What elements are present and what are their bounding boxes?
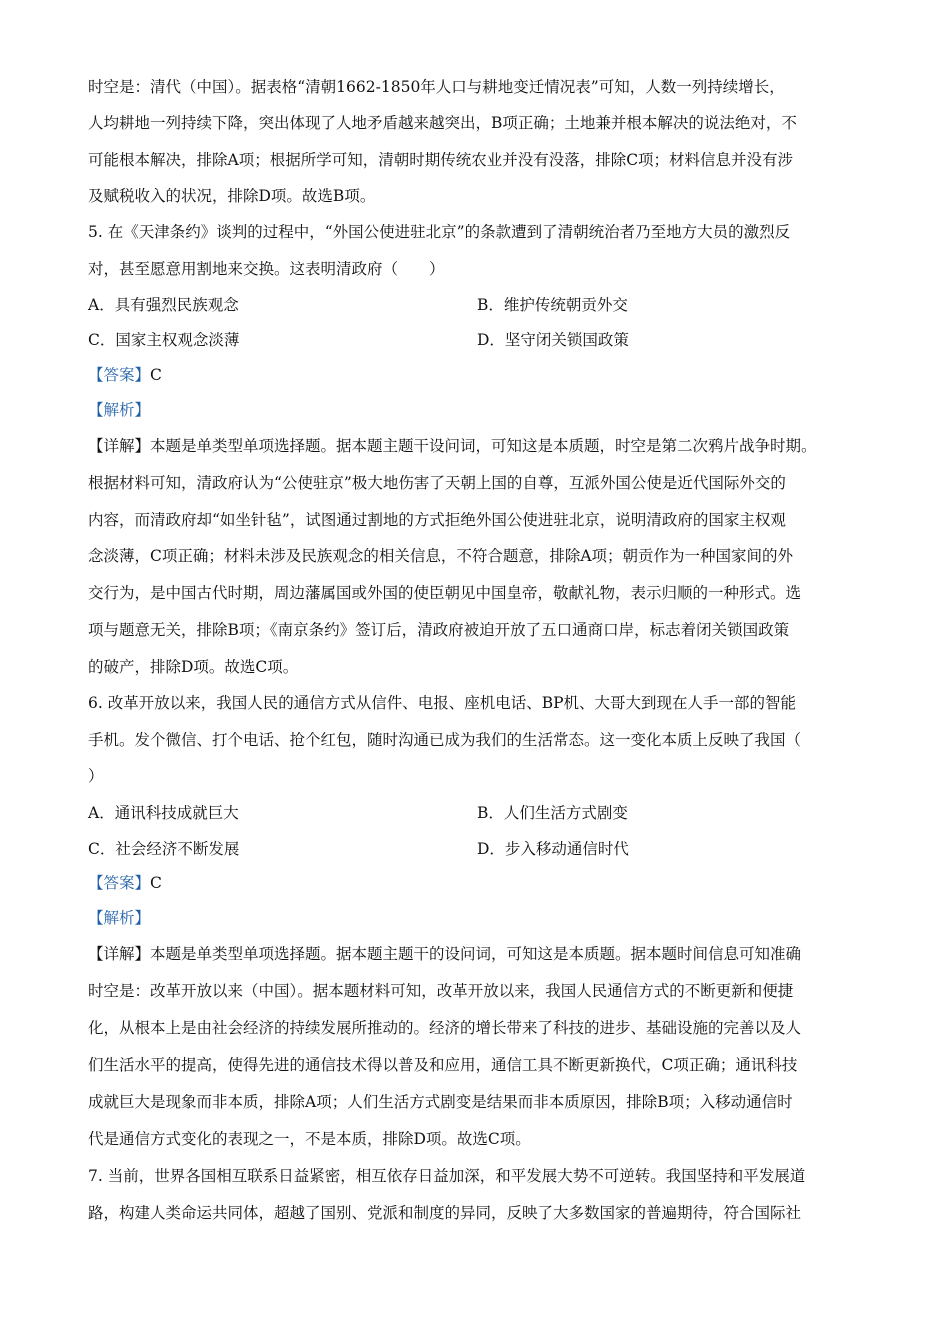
q5-option-a: A．具有强烈民族观念 bbox=[88, 296, 239, 314]
answer-label: 【答案】 bbox=[88, 874, 151, 892]
q5-detail-line: 念淡薄，C项正确；材料未涉及民族观念的相关信息，不符合题意，排除A项；朝贡作为一种国家间的外 bbox=[88, 547, 794, 565]
answer-value: C bbox=[150, 874, 162, 892]
detail-text: 本题是单类型单项选择题。据本题主题干设问词，可知这是本质题，时空是第二次鸦片战争时期。 bbox=[150, 437, 817, 455]
q6-analysis-label: 【解析】 bbox=[88, 909, 151, 927]
q5-answer bbox=[88, 365, 162, 385]
answer-label: 【答案】 bbox=[88, 366, 151, 384]
q6-option-a: A．通讯科技成就巨大 bbox=[88, 804, 239, 822]
q7-stem-line: 路，构建人类命运共同体，超越了国别、党派和制度的异同，反映了大多数国家的普遍期待，符合国际社 bbox=[88, 1204, 802, 1222]
q7-stem-line: 7. 当前，世界各国相互联系日益紧密，相互依存日益加深，和平发展大势不可逆转。我国坚持和平发展道 bbox=[88, 1167, 806, 1185]
q5-stem-line: 对，甚至愿意用割地来交换。这表明清政府（ ） bbox=[88, 260, 445, 278]
q5-detail-line: 内容，而清政府却“如坐针毡”，试图通过割地的方式拒绝外国公使进驻北京，说明清政府的国家主权观 bbox=[88, 511, 786, 529]
q6-detail-line: 成就巨大是现象而非本质，排除A项；人们生活方式剧变是结果而非本质原因，排除B项；入移动通信时 bbox=[88, 1093, 793, 1111]
q5-detail-line: 交行为，是中国古代时期，周边藩属国或外国的使臣朝见中国皇帝，敬献礼物，表示归顺的一种形式。选 bbox=[88, 584, 802, 602]
q6-detail-line: 们生活水平的提高，使得先进的通信技术得以普及和应用，通信工具不断更新换代，C项正确；通讯科技 bbox=[88, 1056, 798, 1074]
detail-label: 【详解】 bbox=[88, 945, 151, 963]
q4-explanation-line: 人均耕地一列持续下降，突出体现了人地矛盾越来越突出，B项正确；土地兼并根本解决的说法绝对，不 bbox=[88, 114, 797, 132]
detail-label: 【详解】 bbox=[88, 437, 151, 455]
q4-explanation-line: 时空是：清代（中国）。据表格“清朝1662-1850年人口与耕地变迁情况表”可知，人数一列持续增长， bbox=[88, 78, 785, 96]
q6-option-b: B．人们生活方式剧变 bbox=[477, 804, 628, 822]
q6-detail-line: 代是通信方式变化的表现之一，不是本质，排除D项。故选C项。 bbox=[88, 1130, 531, 1148]
q5-stem-line: 5. 在《天津条约》谈判的过程中，“外国公使进驻北京”的条款遭到了清朝统治者乃至地方大员的激烈反 bbox=[88, 223, 791, 241]
q6-answer bbox=[88, 873, 162, 893]
q5-option-c: C．国家主权观念淡薄 bbox=[88, 331, 240, 349]
q6-stem-line: 手机。发个微信、打个电话、抢个红包，随时沟通已成为我们的生活常态。这一变化本质上反映了我国（ bbox=[88, 731, 802, 749]
q4-explanation-line: 可能根本解决，排除A项；根据所学可知，清朝时期传统农业并没有没落，排除C项；材料信息并没有涉 bbox=[88, 151, 794, 169]
detail-text: 本题是单类型单项选择题。据本题主题干的设问词，可知这是本质题。据本题时间信息可知准确 bbox=[150, 945, 802, 963]
q6-option-c: C．社会经济不断发展 bbox=[88, 840, 240, 858]
q5-detail-line bbox=[88, 436, 817, 456]
q5-option-b: B．维护传统朝贡外交 bbox=[477, 296, 628, 314]
q6-option-d: D．步入移动通信时代 bbox=[477, 840, 629, 858]
q6-detail-line: 化，从根本上是由社会经济的持续发展所推动的。经济的增长带来了科技的进步、基础设施的完善以及人 bbox=[88, 1019, 802, 1037]
q5-detail-line: 根据材料可知，清政府认为“公使驻京”极大地伤害了天朝上国的自尊，互派外国公使是近代国际外交的 bbox=[88, 474, 786, 492]
q6-detail-line: 时空是：改革开放以来（中国）。据本题材料可知，改革开放以来，我国人民通信方式的不断更新和便捷 bbox=[88, 982, 794, 1000]
q5-option-d: D．坚守闭关锁国政策 bbox=[477, 331, 629, 349]
q4-explanation-line: 及赋税收入的状况，排除D项。故选B项。 bbox=[88, 187, 376, 205]
q5-detail-line: 的破产，排除D项。故选C项。 bbox=[88, 658, 299, 676]
q6-stem-line: ） bbox=[88, 767, 104, 785]
q5-detail-line: 项与题意无关，排除B项；《南京条约》签订后，清政府被迫开放了五口通商口岸，标志着闭关锁国政策 bbox=[88, 621, 790, 639]
q6-detail-line bbox=[88, 944, 801, 964]
answer-value: C bbox=[150, 366, 162, 384]
q6-stem-line: 6. 改革开放以来，我国人民的通信方式从信件、电报、座机电话、BP机、大哥大到现在人手一部的智能 bbox=[88, 694, 797, 712]
q5-analysis-label: 【解析】 bbox=[88, 401, 151, 419]
